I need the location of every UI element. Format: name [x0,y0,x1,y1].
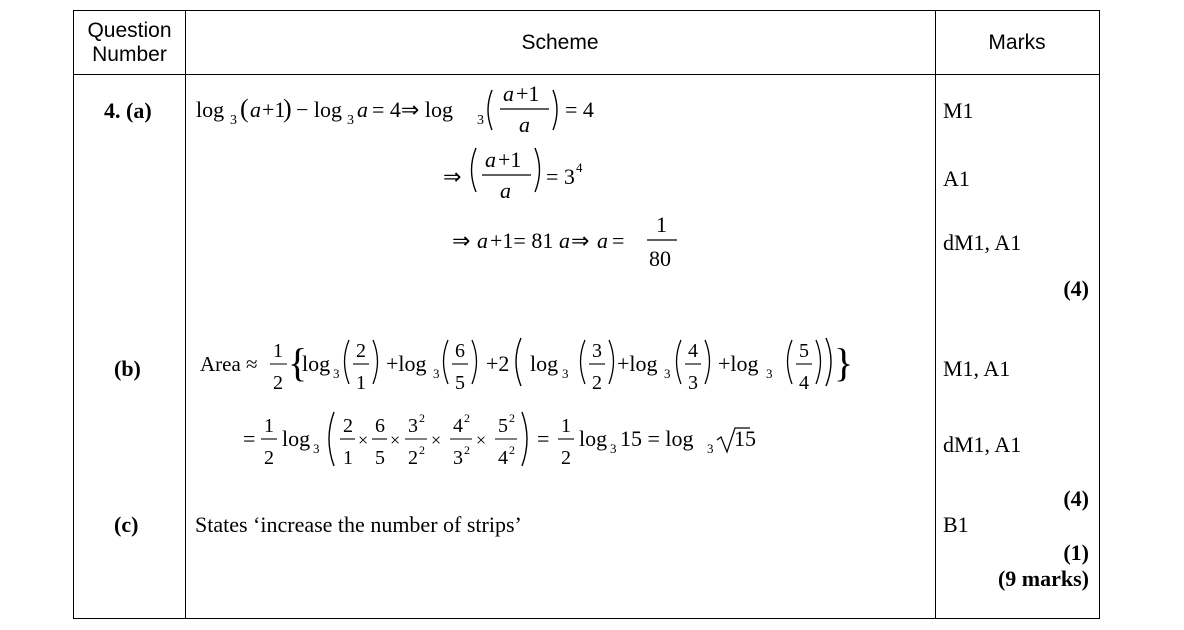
svg-text:1: 1 [273,340,283,362]
svg-text:2: 2 [464,443,470,457]
svg-text:4: 4 [498,447,508,469]
svg-text:5: 5 [455,372,465,394]
part-label-b: (b) [114,356,141,381]
svg-text:2: 2 [356,340,366,362]
svg-text:3: 3 [592,340,602,362]
svg-text:log: log [302,351,331,376]
svg-text:×: × [358,430,369,450]
svg-text:3: 3 [610,441,617,456]
svg-text:a: a [503,81,514,106]
svg-text:= 3: = 3 [546,164,575,189]
svg-text:5: 5 [799,340,809,362]
svg-text:3: 3 [562,366,569,381]
scheme-b-line-2 [243,411,756,469]
svg-text:2: 2 [408,447,418,469]
svg-text:⇒: ⇒ [443,164,462,189]
svg-text:): ) [283,94,292,123]
svg-text:(: ( [240,94,249,123]
svg-text:3: 3 [707,441,714,456]
svg-text:1: 1 [356,372,366,394]
svg-text:Area ≈: Area ≈ [200,352,258,376]
svg-text:1: 1 [561,415,571,437]
scheme-a-line-2 [443,147,583,203]
svg-text:log: log [282,426,311,451]
svg-text:a: a [559,228,570,253]
svg-text:3: 3 [664,366,671,381]
part-label-c: (c) [114,512,139,537]
svg-text:1: 1 [264,415,274,437]
svg-text:2: 2 [343,415,353,437]
svg-text:⇒: ⇒ [571,228,590,253]
total-b: (4) [1063,486,1089,511]
svg-text:3: 3 [453,447,463,469]
svg-text:3: 3 [688,372,698,394]
svg-text:+log: +log [386,351,427,376]
svg-text:a: a [500,178,511,203]
svg-text:2: 2 [419,411,425,425]
svg-text:+1: +1 [516,81,540,106]
mark-b-2: dM1, A1 [943,432,1022,457]
svg-text:{: { [288,340,308,385]
svg-text:a: a [519,112,530,137]
svg-text:+log: +log [718,351,759,376]
svg-text:2: 2 [264,447,274,469]
svg-text:2: 2 [509,411,515,425]
svg-text:3: 3 [766,366,773,381]
svg-text:+1: +1 [262,97,286,122]
svg-text:4: 4 [688,340,698,362]
svg-text:=: = [243,426,256,451]
scheme-a-line-3 [452,212,677,271]
mark-a-3: dM1, A1 [943,230,1022,255]
svg-text:a: a [477,228,488,253]
svg-text:a: a [485,147,496,172]
svg-text:=: = [537,426,550,451]
scheme-a-line-1 [196,81,594,137]
scheme-c-line-1: States ‘increase the number of strips’ [195,512,522,537]
svg-text:3: 3 [433,366,440,381]
svg-text:×: × [431,430,442,450]
svg-text:2: 2 [273,372,283,394]
header-question-number: Question Number [87,19,172,66]
svg-text:3: 3 [333,366,340,381]
svg-text:×: × [476,430,487,450]
svg-text:2: 2 [419,443,425,457]
svg-text:4: 4 [799,372,809,394]
svg-text:4: 4 [576,160,583,175]
svg-text:= 4⇒ log: = 4⇒ log [372,97,453,122]
svg-text:1: 1 [656,212,667,237]
part-label-a: 4. (a) [104,98,152,123]
svg-text:3: 3 [230,113,237,128]
svg-text:6: 6 [375,415,385,437]
svg-text:+1: +1 [498,147,522,172]
svg-text:3: 3 [347,113,354,128]
svg-text:2: 2 [561,447,571,469]
svg-text:=: = [612,228,625,253]
svg-text:2: 2 [464,411,470,425]
svg-text:3: 3 [477,113,484,128]
header-scheme: Scheme [521,31,599,54]
svg-text:− log: − log [296,97,343,122]
svg-text:a: a [597,228,608,253]
svg-text:15 = log: 15 = log [620,426,694,451]
svg-text:a: a [357,97,368,122]
svg-text:1: 1 [343,447,353,469]
svg-text:3: 3 [313,441,320,456]
mark-c-1: B1 [943,512,969,537]
scheme-b-line-1 [200,338,853,394]
svg-text:+2: +2 [486,351,510,376]
svg-text:log: log [196,97,225,122]
grand-total: (9 marks) [997,566,1089,591]
svg-text:6: 6 [455,340,465,362]
svg-text:a: a [250,97,261,122]
svg-text:}: } [834,340,854,385]
svg-text:⇒: ⇒ [452,228,471,253]
svg-text:15: 15 [734,426,756,451]
svg-text:+log: +log [617,351,658,376]
total-a: (4) [1063,276,1089,301]
svg-text:= 4: = 4 [565,97,594,122]
header-marks: Marks [988,31,1046,54]
total-c: (1) [1063,540,1089,565]
svg-text:80: 80 [649,246,671,271]
svg-text:2: 2 [509,443,515,457]
svg-text:2: 2 [592,372,602,394]
svg-text:log: log [530,351,559,376]
svg-text:+1= 81: +1= 81 [490,228,554,253]
mark-a-1: M1 [943,98,974,123]
svg-text:5: 5 [498,415,508,437]
mark-b-1: M1, A1 [943,356,1011,381]
svg-text:3: 3 [408,415,418,437]
svg-text:4: 4 [453,415,463,437]
mark-a-2: A1 [943,166,970,191]
svg-text:log: log [579,426,608,451]
svg-text:5: 5 [375,447,385,469]
svg-text:×: × [390,430,401,450]
